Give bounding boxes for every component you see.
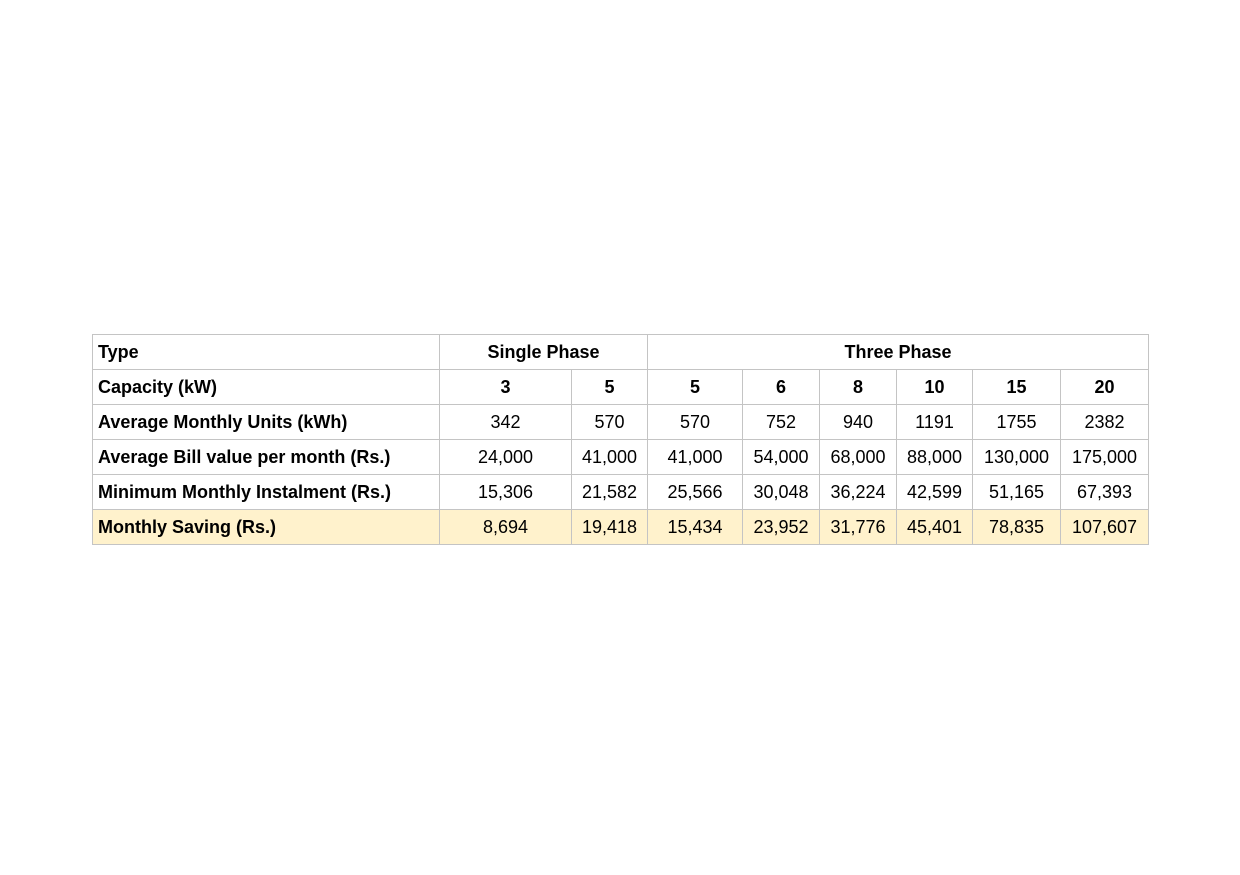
data-cell: 21,582 bbox=[572, 475, 648, 510]
data-cell: 23,952 bbox=[743, 510, 820, 545]
data-cell: 15,306 bbox=[440, 475, 572, 510]
row-label: Minimum Monthly Instalment (Rs.) bbox=[93, 475, 440, 510]
data-cell: 15,434 bbox=[648, 510, 743, 545]
data-cell: 2382 bbox=[1061, 405, 1149, 440]
data-cell: 41,000 bbox=[572, 440, 648, 475]
data-cell: 1191 bbox=[897, 405, 973, 440]
data-cell: 107,607 bbox=[1061, 510, 1149, 545]
data-cell: 51,165 bbox=[973, 475, 1061, 510]
capacity-cell: 5 bbox=[572, 370, 648, 405]
data-cell: 19,418 bbox=[572, 510, 648, 545]
capacity-label: Capacity (kW) bbox=[93, 370, 440, 405]
capacity-cell: 5 bbox=[648, 370, 743, 405]
capacity-cell: 20 bbox=[1061, 370, 1149, 405]
data-cell: 88,000 bbox=[897, 440, 973, 475]
row-label: Monthly Saving (Rs.) bbox=[93, 510, 440, 545]
data-cell: 54,000 bbox=[743, 440, 820, 475]
group-three-phase: Three Phase bbox=[648, 335, 1149, 370]
capacity-cell: 3 bbox=[440, 370, 572, 405]
header-row-capacity bbox=[93, 370, 1149, 405]
data-cell: 24,000 bbox=[440, 440, 572, 475]
data-cell: 41,000 bbox=[648, 440, 743, 475]
table-row-monthly-units bbox=[93, 405, 1149, 440]
table-row-instalment bbox=[93, 475, 1149, 510]
data-cell: 130,000 bbox=[973, 440, 1061, 475]
data-cell: 1755 bbox=[973, 405, 1061, 440]
data-cell: 30,048 bbox=[743, 475, 820, 510]
capacity-cell: 6 bbox=[743, 370, 820, 405]
header-row-type bbox=[93, 335, 1149, 370]
data-cell: 570 bbox=[572, 405, 648, 440]
table-row-bill-value bbox=[93, 440, 1149, 475]
data-cell: 68,000 bbox=[820, 440, 897, 475]
capacity-cell: 8 bbox=[820, 370, 897, 405]
data-cell: 42,599 bbox=[897, 475, 973, 510]
type-label: Type bbox=[93, 335, 440, 370]
group-single-phase: Single Phase bbox=[440, 335, 648, 370]
data-cell: 78,835 bbox=[973, 510, 1061, 545]
data-cell: 25,566 bbox=[648, 475, 743, 510]
data-cell: 342 bbox=[440, 405, 572, 440]
data-cell: 8,694 bbox=[440, 510, 572, 545]
data-cell: 752 bbox=[743, 405, 820, 440]
data-cell: 570 bbox=[648, 405, 743, 440]
data-cell: 36,224 bbox=[820, 475, 897, 510]
data-cell: 31,776 bbox=[820, 510, 897, 545]
row-label: Average Bill value per month (Rs.) bbox=[93, 440, 440, 475]
data-cell: 67,393 bbox=[1061, 475, 1149, 510]
data-cell: 940 bbox=[820, 405, 897, 440]
data-cell: 45,401 bbox=[897, 510, 973, 545]
savings-table bbox=[92, 334, 1149, 545]
row-label: Average Monthly Units (kWh) bbox=[93, 405, 440, 440]
capacity-cell: 15 bbox=[973, 370, 1061, 405]
capacity-cell: 10 bbox=[897, 370, 973, 405]
data-cell: 175,000 bbox=[1061, 440, 1149, 475]
table-row-monthly-saving bbox=[93, 510, 1149, 545]
